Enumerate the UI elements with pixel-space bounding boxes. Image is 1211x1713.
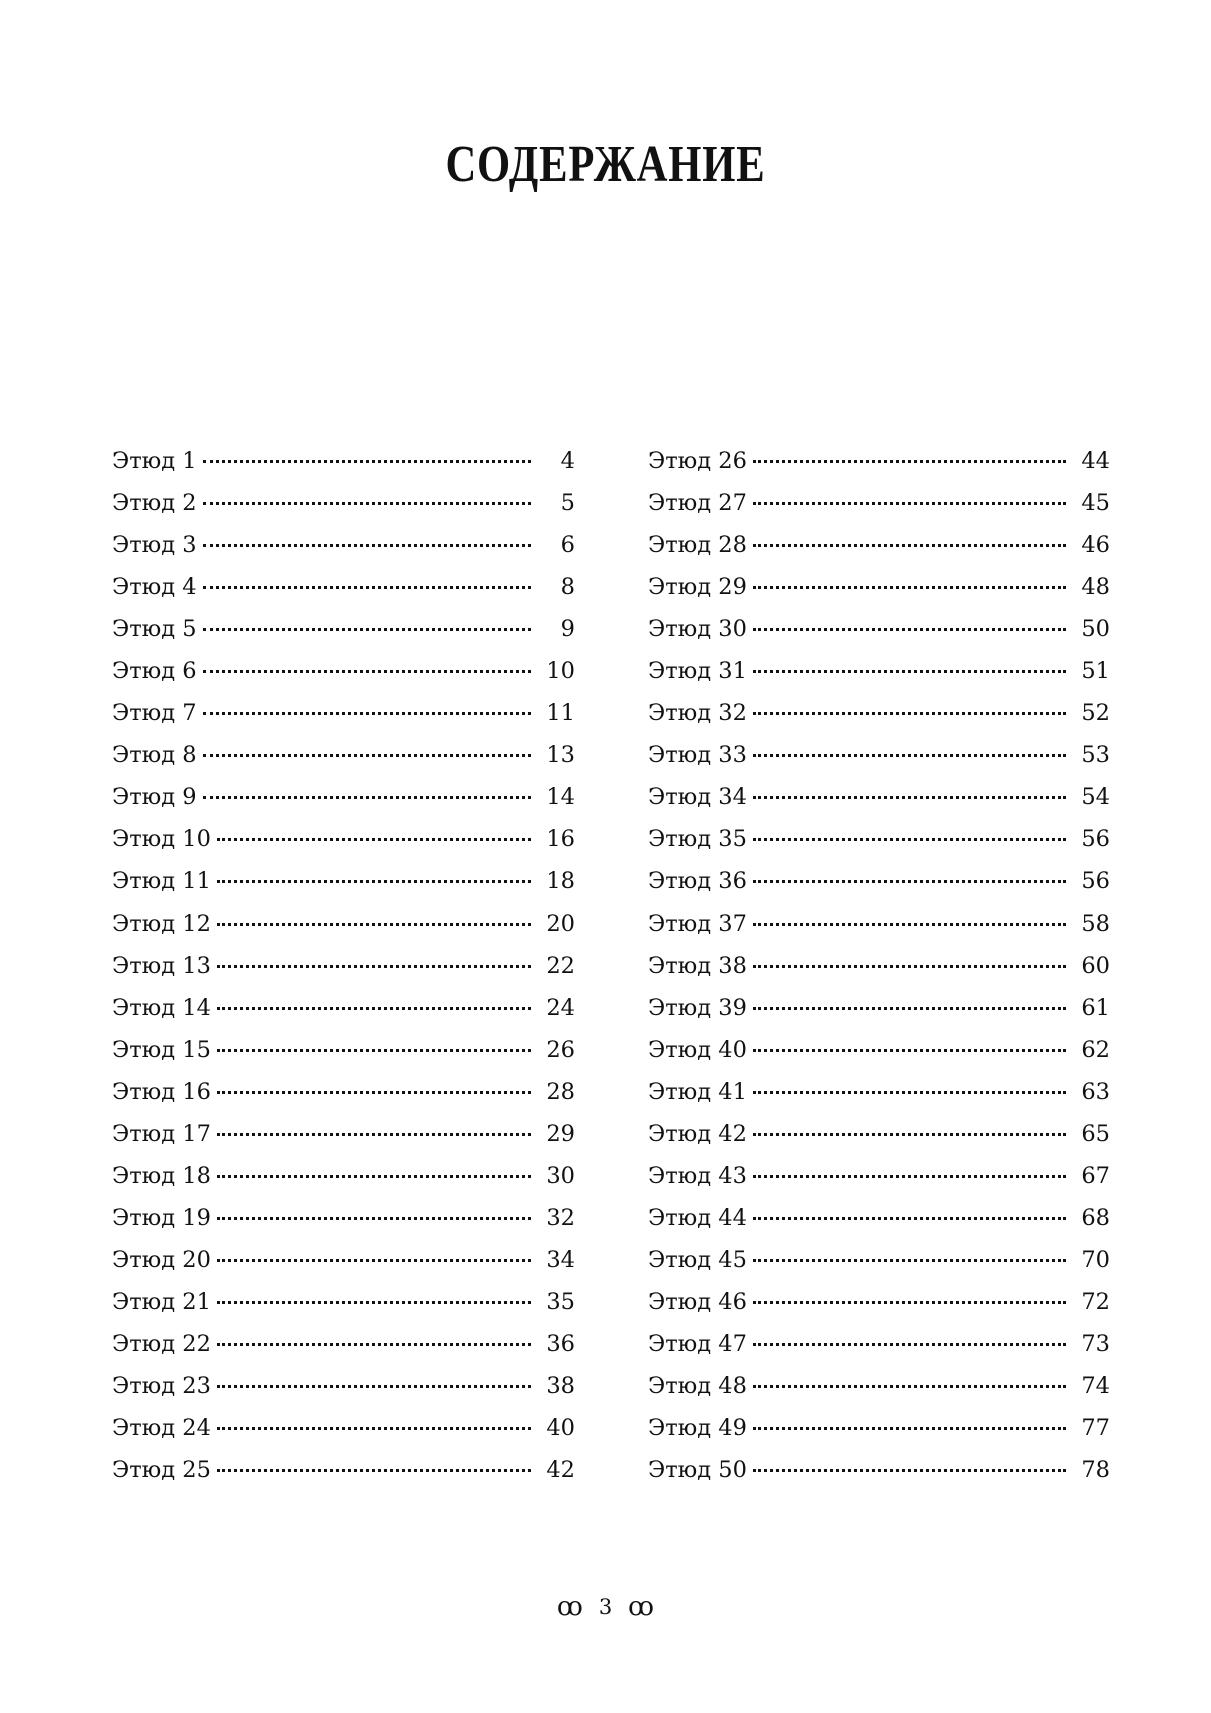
toc-entry-page: 35 xyxy=(546,1288,575,1315)
toc-entry-page: 22 xyxy=(546,952,575,979)
toc-entry[interactable] xyxy=(648,860,1110,902)
toc-dot-leader xyxy=(217,1133,531,1136)
toc-entry-label: Этюд 41 xyxy=(648,1078,747,1105)
toc-dot-leader xyxy=(203,670,531,673)
toc-right-column xyxy=(648,440,1110,1491)
toc-dot-leader xyxy=(217,1385,531,1388)
toc-entry[interactable] xyxy=(648,608,1110,650)
toc-dot-leader xyxy=(203,544,531,547)
toc-entry[interactable] xyxy=(648,692,1110,734)
toc-dot-leader xyxy=(753,754,1066,757)
toc-entry-label: Этюд 32 xyxy=(648,700,747,727)
toc-entry[interactable] xyxy=(112,1197,575,1239)
toc-entry[interactable] xyxy=(648,1155,1110,1197)
toc-entry[interactable] xyxy=(648,903,1110,945)
toc-dot-leader xyxy=(753,1301,1066,1304)
toc-dot-leader xyxy=(203,712,531,715)
toc-entry-label: Этюд 27 xyxy=(648,490,747,517)
toc-entry-page: 16 xyxy=(546,826,575,853)
toc-entry-label: Этюд 12 xyxy=(112,910,211,937)
toc-entry-label: Этюд 19 xyxy=(112,1204,211,1231)
toc-entry[interactable] xyxy=(112,860,575,902)
toc-entry-label: Этюд 10 xyxy=(112,826,211,853)
toc-entry-page: 73 xyxy=(1081,1330,1110,1357)
toc-entry[interactable] xyxy=(112,482,575,524)
toc-dot-leader xyxy=(217,1049,531,1052)
toc-entry-label: Этюд 13 xyxy=(112,952,211,979)
toc-entry-page: 48 xyxy=(1081,574,1110,601)
toc-entry-label: Этюд 46 xyxy=(648,1288,747,1315)
toc-entry-label: Этюд 45 xyxy=(648,1246,747,1273)
toc-dot-leader xyxy=(753,1049,1066,1052)
toc-dot-leader xyxy=(203,754,531,757)
toc-entry[interactable] xyxy=(112,1071,575,1113)
toc-entry-label: Этюд 14 xyxy=(112,994,211,1021)
toc-entry[interactable] xyxy=(112,1113,575,1155)
toc-entry[interactable] xyxy=(648,650,1110,692)
toc-entry-page: 50 xyxy=(1081,616,1110,643)
toc-entry-page: 5 xyxy=(560,490,575,517)
toc-entry-page: 54 xyxy=(1081,784,1110,811)
toc-entry-page: 40 xyxy=(546,1415,575,1442)
toc-dot-leader xyxy=(217,1259,531,1262)
toc-dot-leader xyxy=(753,1091,1066,1094)
toc-entry[interactable] xyxy=(112,650,575,692)
toc-entry-page: 62 xyxy=(1081,1036,1110,1063)
toc-entry-page: 56 xyxy=(1081,826,1110,853)
toc-entry-page: 8 xyxy=(560,574,575,601)
toc-entry[interactable] xyxy=(648,1197,1110,1239)
toc-dot-leader xyxy=(203,628,531,631)
toc-dot-leader xyxy=(203,502,531,505)
toc-entry-page: 36 xyxy=(546,1330,575,1357)
toc-entry[interactable] xyxy=(112,1029,575,1071)
toc-entry-page: 68 xyxy=(1081,1204,1110,1231)
toc-entry-page: 45 xyxy=(1081,490,1110,517)
toc-dot-leader xyxy=(753,1469,1066,1472)
toc-entry[interactable] xyxy=(112,1365,575,1407)
toc-dot-leader xyxy=(753,460,1066,463)
toc-entry-page: 58 xyxy=(1081,910,1110,937)
toc-entry-label: Этюд 9 xyxy=(112,784,197,811)
toc-dot-leader xyxy=(753,796,1066,799)
toc-entry[interactable] xyxy=(648,1029,1110,1071)
toc-dot-leader xyxy=(753,965,1066,968)
toc-entry-page: 52 xyxy=(1081,700,1110,727)
toc-dot-leader xyxy=(753,1343,1066,1346)
toc-entry-page: 20 xyxy=(546,910,575,937)
toc-entry-label: Этюд 34 xyxy=(648,784,747,811)
toc-entry-label: Этюд 39 xyxy=(648,994,747,1021)
toc-entry-label: Этюд 3 xyxy=(112,532,197,559)
toc-entry-page: 65 xyxy=(1081,1120,1110,1147)
toc-entry-label: Этюд 28 xyxy=(648,532,747,559)
toc-left-column xyxy=(112,440,575,1491)
scroll-ornament-left-icon: ꝏ xyxy=(556,1592,583,1622)
toc-dot-leader xyxy=(753,1175,1066,1178)
toc-entry-page: 38 xyxy=(546,1373,575,1400)
toc-entry-label: Этюд 18 xyxy=(112,1162,211,1189)
toc-entry[interactable] xyxy=(648,818,1110,860)
toc-entry[interactable] xyxy=(112,945,575,987)
toc-entry-label: Этюд 1 xyxy=(112,448,197,474)
toc-entry-label: Этюд 37 xyxy=(648,910,747,937)
toc-entry-page: 60 xyxy=(1081,952,1110,979)
toc-entry-label: Этюд 40 xyxy=(648,1036,747,1063)
toc-entry-label: Этюд 36 xyxy=(648,868,747,895)
toc-entry[interactable] xyxy=(648,1239,1110,1281)
toc-entry[interactable] xyxy=(648,1281,1110,1323)
toc-dot-leader xyxy=(753,1259,1066,1262)
toc-entry[interactable] xyxy=(648,1071,1110,1113)
toc-entry[interactable] xyxy=(112,776,575,818)
toc-dot-leader xyxy=(753,712,1066,715)
toc-entry[interactable] xyxy=(648,776,1110,818)
toc-entry-page: 72 xyxy=(1081,1288,1110,1315)
toc-dot-leader xyxy=(217,1091,531,1094)
toc-entry-label: Этюд 29 xyxy=(648,574,747,601)
toc-entry[interactable] xyxy=(648,1113,1110,1155)
toc-entry-page: 34 xyxy=(546,1246,575,1273)
toc-entry-label: Этюд 21 xyxy=(112,1288,211,1315)
toc-dot-leader xyxy=(753,1427,1066,1430)
toc-entry-label: Этюд 48 xyxy=(648,1373,747,1400)
page-footer xyxy=(0,1594,1211,1620)
toc-entry-label: Этюд 17 xyxy=(112,1120,211,1147)
toc-dot-leader xyxy=(753,838,1066,841)
toc-entry-label: Этюд 24 xyxy=(112,1415,211,1442)
toc-entry-page: 30 xyxy=(546,1162,575,1189)
toc-entry-page: 32 xyxy=(546,1204,575,1231)
toc-entry-page: 77 xyxy=(1081,1415,1110,1442)
toc-entry-page: 61 xyxy=(1081,994,1110,1021)
toc-dot-leader xyxy=(203,796,531,799)
toc-entry[interactable] xyxy=(112,1239,575,1281)
toc-entry[interactable] xyxy=(112,1407,575,1449)
toc-dot-leader xyxy=(217,965,531,968)
toc-dot-leader xyxy=(753,880,1066,883)
toc-entry-label: Этюд 7 xyxy=(112,700,197,727)
toc-dot-leader xyxy=(217,1301,531,1304)
toc-dot-leader xyxy=(217,1427,531,1430)
toc-dot-leader xyxy=(753,1133,1066,1136)
toc-entry-page: 4 xyxy=(560,448,575,474)
toc-entry[interactable] xyxy=(648,1449,1110,1491)
toc-entry-label: Этюд 44 xyxy=(648,1204,747,1231)
toc-entry-page: 13 xyxy=(546,742,575,769)
toc-entry-page: 42 xyxy=(546,1457,575,1484)
toc-entry-label: Этюд 43 xyxy=(648,1162,747,1189)
toc-entry-label: Этюд 38 xyxy=(648,952,747,979)
toc-entry[interactable] xyxy=(112,1449,575,1491)
toc-entry-page: 6 xyxy=(560,532,575,559)
page-number: 3 xyxy=(598,1594,613,1619)
toc-entry-label: Этюд 35 xyxy=(648,826,747,853)
toc-entry[interactable] xyxy=(648,566,1110,608)
toc-entry-page: 70 xyxy=(1081,1246,1110,1273)
toc-entry[interactable] xyxy=(112,440,575,482)
toc-entry[interactable] xyxy=(112,1155,575,1197)
toc-dot-leader xyxy=(753,544,1066,547)
toc-entry-label: Этюд 25 xyxy=(112,1457,211,1484)
toc-entry-page: 9 xyxy=(560,616,575,643)
toc-entry-label: Этюд 23 xyxy=(112,1373,211,1400)
toc-entry-page: 11 xyxy=(546,700,575,727)
toc-entry-label: Этюд 2 xyxy=(112,490,197,517)
toc-entry-page: 44 xyxy=(1081,448,1110,474)
toc-entry[interactable] xyxy=(112,608,575,650)
toc-dot-leader xyxy=(753,1007,1066,1010)
toc-entry[interactable] xyxy=(648,1323,1110,1365)
toc-entry[interactable] xyxy=(112,903,575,945)
toc-entry-page: 74 xyxy=(1081,1373,1110,1400)
toc-entry-label: Этюд 20 xyxy=(112,1246,211,1273)
toc-dot-leader xyxy=(753,586,1066,589)
toc-dot-leader xyxy=(217,923,531,926)
toc-dot-leader xyxy=(203,460,531,463)
toc-entry-label: Этюд 47 xyxy=(648,1330,747,1357)
toc-entry-label: Этюд 6 xyxy=(112,658,197,685)
toc-entry[interactable] xyxy=(112,692,575,734)
toc-entry[interactable] xyxy=(112,818,575,860)
toc-entry[interactable] xyxy=(648,945,1110,987)
toc-entry-page: 29 xyxy=(546,1120,575,1147)
toc-entry[interactable] xyxy=(112,734,575,776)
toc-entry[interactable] xyxy=(112,1281,575,1323)
toc-entry-label: Этюд 15 xyxy=(112,1036,211,1063)
toc-dot-leader xyxy=(217,1007,531,1010)
toc-dot-leader xyxy=(753,923,1066,926)
toc-dot-leader xyxy=(753,502,1066,505)
toc-entry-label: Этюд 31 xyxy=(648,658,747,685)
toc-entry-label: Этюд 42 xyxy=(648,1120,747,1147)
toc-entry-label: Этюд 8 xyxy=(112,742,197,769)
toc-entry-label: Этюд 22 xyxy=(112,1330,211,1357)
toc-entry-page: 51 xyxy=(1081,658,1110,685)
toc-entry-page: 14 xyxy=(546,784,575,811)
toc-dot-leader xyxy=(753,628,1066,631)
toc-entry-page: 56 xyxy=(1081,868,1110,895)
page-title: СОДЕРЖАНИЕ xyxy=(445,135,766,193)
toc-entry[interactable] xyxy=(648,440,1110,482)
toc-entry[interactable] xyxy=(648,524,1110,566)
toc-entry-page: 67 xyxy=(1081,1162,1110,1189)
toc-entry-page: 18 xyxy=(546,868,575,895)
toc-dot-leader xyxy=(217,880,531,883)
toc-entry-label: Этюд 16 xyxy=(112,1078,211,1105)
toc-entry-label: Этюд 4 xyxy=(112,574,197,601)
toc-entry-label: Этюд 30 xyxy=(648,616,747,643)
toc-entry-label: Этюд 49 xyxy=(648,1415,747,1442)
toc-entry-label: Этюд 11 xyxy=(112,868,211,895)
toc-entry[interactable] xyxy=(648,734,1110,776)
toc-entry-label: Этюд 5 xyxy=(112,616,197,643)
toc-dot-leader xyxy=(217,1217,531,1220)
toc-dot-leader xyxy=(753,1385,1066,1388)
scroll-ornament-right-icon: ꝏ xyxy=(628,1592,655,1622)
toc-entry-page: 78 xyxy=(1081,1457,1110,1484)
toc-dot-leader xyxy=(217,838,531,841)
toc-entry-page: 46 xyxy=(1081,532,1110,559)
toc-dot-leader xyxy=(753,1217,1066,1220)
toc-entry-page: 26 xyxy=(546,1036,575,1063)
toc-dot-leader xyxy=(753,670,1066,673)
toc-entry-page: 10 xyxy=(546,658,575,685)
toc-dot-leader xyxy=(217,1343,531,1346)
toc-dot-leader xyxy=(217,1469,531,1472)
toc-entry-page: 24 xyxy=(546,994,575,1021)
toc-dot-leader xyxy=(217,1175,531,1178)
toc-entry[interactable] xyxy=(648,987,1110,1029)
toc-entry-label: Этюд 33 xyxy=(648,742,747,769)
toc-entry-page: 63 xyxy=(1081,1078,1110,1105)
toc-entry[interactable] xyxy=(648,482,1110,524)
toc-entry[interactable] xyxy=(112,1323,575,1365)
toc-entry[interactable] xyxy=(112,566,575,608)
toc-entry[interactable] xyxy=(648,1407,1110,1449)
toc-entry-page: 28 xyxy=(546,1078,575,1105)
toc-entry-label: Этюд 50 xyxy=(648,1457,747,1484)
toc-entry[interactable] xyxy=(112,524,575,566)
toc-entry-label: Этюд 26 xyxy=(648,448,747,474)
toc-dot-leader xyxy=(203,586,531,589)
toc-entry-page: 53 xyxy=(1081,742,1110,769)
toc-entry[interactable] xyxy=(112,987,575,1029)
toc-entry[interactable] xyxy=(648,1365,1110,1407)
